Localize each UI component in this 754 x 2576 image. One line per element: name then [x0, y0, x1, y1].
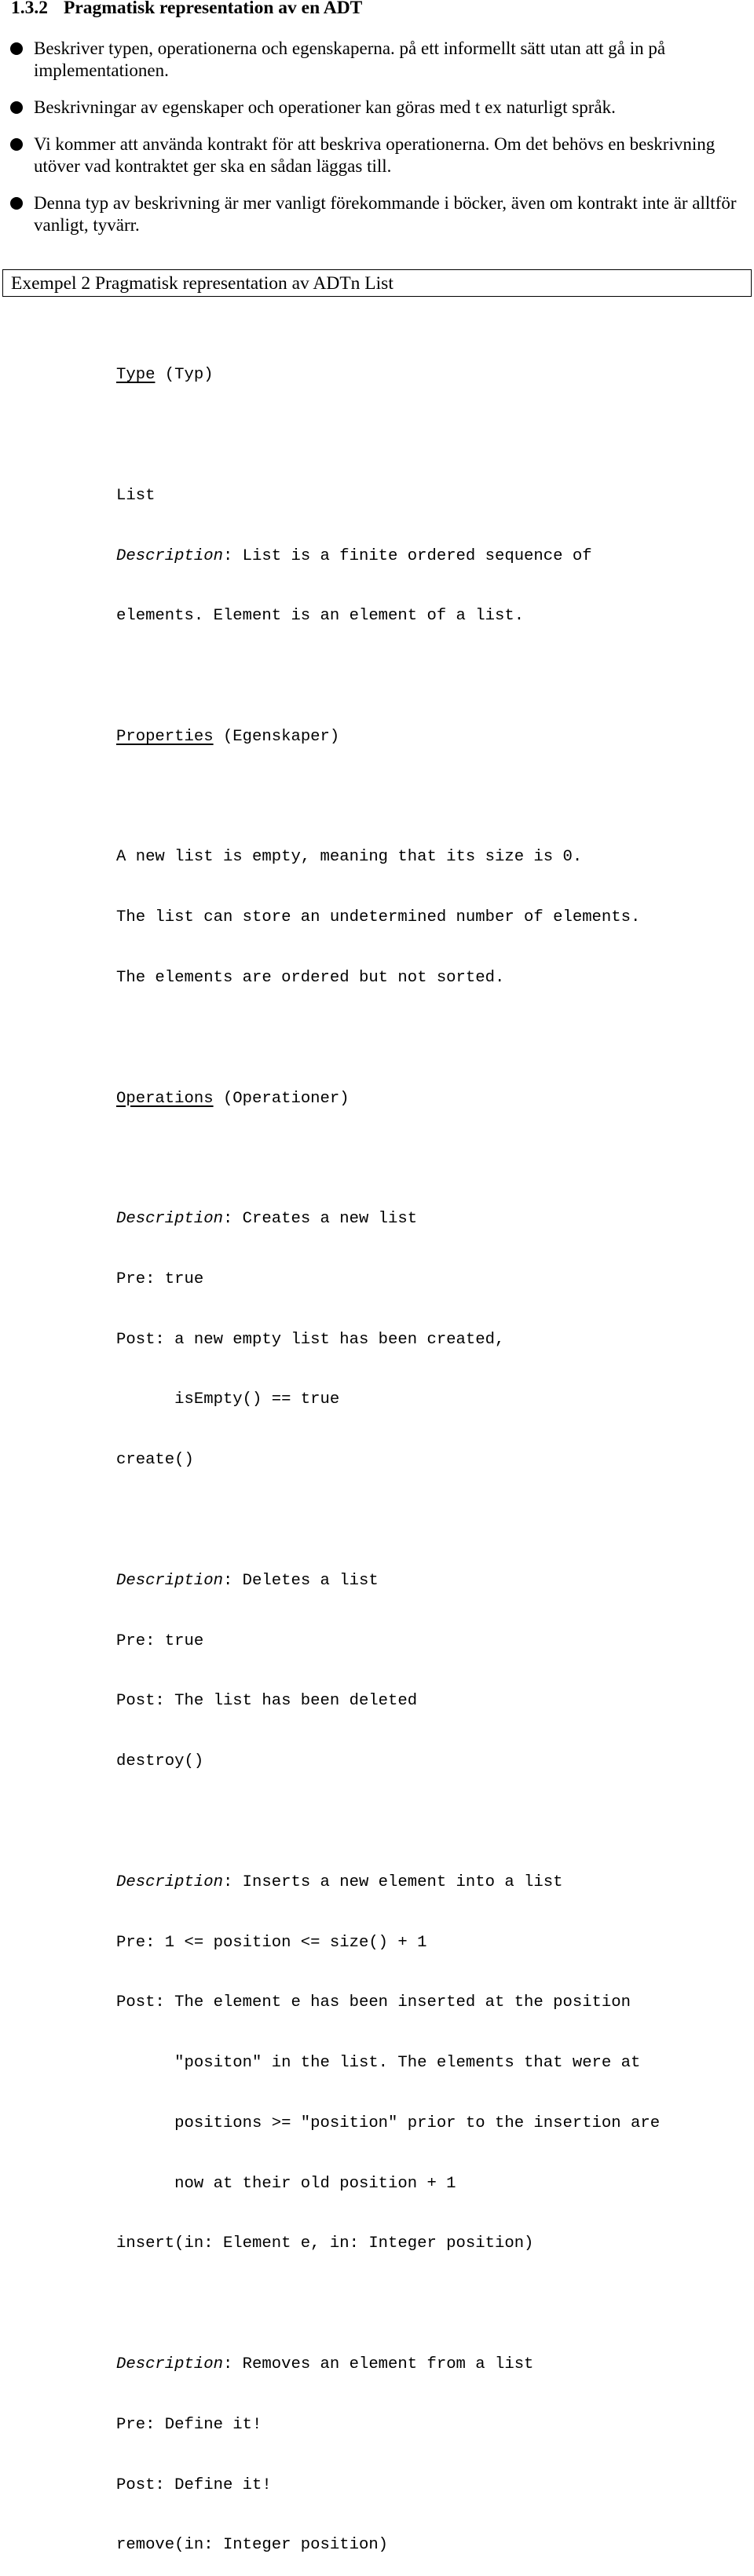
code-line: Operations (Operationer): [116, 1089, 350, 1108]
bullet-text: Beskrivningar av egenskaper och operationer kan göras med t ex naturligt språk.: [34, 97, 616, 117]
code-line: create(): [116, 1451, 194, 1470]
type-keyword: Type: [116, 366, 156, 385]
description-keyword: Description: [116, 1210, 223, 1229]
code-line: Properties (Egenskaper): [116, 727, 340, 746]
bullet-icon: [10, 42, 23, 55]
code-line: Description: Inserts a new element into a list: [116, 1873, 563, 1891]
bullet-icon: [10, 101, 23, 114]
operations-keyword: Operations: [116, 1089, 214, 1108]
section-title: Pragmatisk representation av en ADT: [64, 0, 363, 18]
list-item: [0, 38, 754, 82]
properties-keyword: Properties: [116, 727, 214, 746]
bullet-list: [0, 38, 754, 251]
bullet-icon: [10, 197, 23, 210]
list-item: [0, 192, 754, 236]
code-line: elements. Element is an element of a list.: [116, 607, 525, 626]
bullet-text: Beskriver typen, operationerna och egenskaperna. på ett informellt sätt utan att gå in på implementationen.: [34, 38, 666, 80]
section-heading: [11, 0, 362, 19]
code-line: Description: List is a finite ordered sequence of: [116, 546, 592, 565]
code-line: Description: Creates a new list: [116, 1210, 418, 1229]
section-number: 1.3.2: [11, 0, 48, 18]
list-item: [0, 97, 754, 119]
code-line: Post: a new empty list has been created,: [116, 1330, 505, 1349]
code-line: List: [116, 486, 156, 505]
code-line: insert(in: Element e, in: Integer position): [116, 2234, 534, 2253]
code-line: destroy(): [116, 1752, 204, 1771]
code-line: Post: Define it!: [116, 2476, 272, 2494]
example-title-box: [2, 269, 752, 297]
code-line: Pre: true: [116, 1270, 204, 1288]
code-line: remove(in: Integer position): [116, 2536, 389, 2555]
description-keyword: Description: [116, 546, 223, 565]
bullet-icon: [10, 138, 23, 151]
code-line: Type (Typ): [116, 366, 214, 385]
code-block: [116, 325, 660, 2576]
code-line: The list can store an undetermined number of elements.: [116, 908, 641, 927]
code-line: positions >= "position" prior to the insertion are: [116, 2114, 661, 2132]
code-line: Pre: 1 <= position <= size() + 1: [116, 1933, 427, 1952]
code-line: Description: Removes an element from a list: [116, 2355, 534, 2373]
example-title: Exempel 2 Pragmatisk representation av ADTn List: [11, 273, 393, 294]
code-line: now at their old position + 1: [116, 2174, 456, 2193]
code-line: isEmpty() == true: [116, 1390, 340, 1409]
code-line: Pre: Define it!: [116, 2415, 262, 2434]
description-keyword: Description: [116, 1571, 223, 1590]
code-line: "positon" in the list. The elements that were at: [116, 2054, 641, 2073]
bullet-text: Denna typ av beskrivning är mer vanligt förekommande i böcker, även om kontrakt inte är alltför vanligt, tyvärr.: [34, 193, 737, 235]
list-item: [0, 133, 754, 177]
bullet-text: Vi kommer att använda kontrakt för att beskriva operationerna. Om det behövs en beskrivning utöver vad kontraktet ger ska en sådan läggas till.: [34, 134, 716, 176]
code-line: Pre: true: [116, 1631, 204, 1650]
code-line: The elements are ordered but not sorted.: [116, 969, 505, 987]
description-keyword: Description: [116, 2355, 223, 2373]
code-line: A new list is empty, meaning that its size is 0.: [116, 848, 583, 867]
code-line: Post: The list has been deleted: [116, 1692, 418, 1711]
code-line: Post: The element e has been inserted at the position: [116, 1993, 631, 2012]
code-line: Description: Deletes a list: [116, 1571, 379, 1590]
description-keyword: Description: [116, 1873, 223, 1891]
